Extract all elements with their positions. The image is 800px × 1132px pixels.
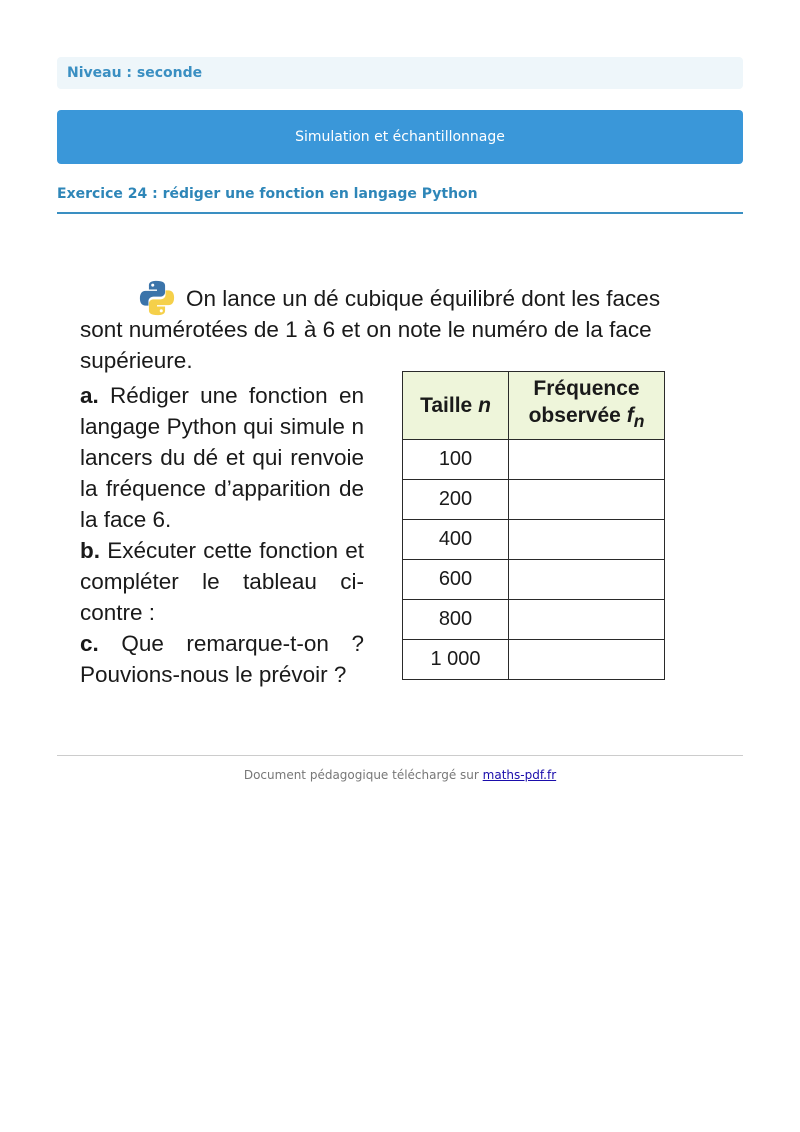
frequency-cell — [509, 520, 665, 560]
level-label: Niveau : seconde — [67, 65, 203, 81]
exercise-title: Exercice 24 : rédiger une fonction en langage Python — [57, 186, 478, 202]
exercise-content — [80, 283, 680, 687]
frequency-cell — [509, 640, 665, 680]
footer-divider — [57, 755, 743, 756]
question-c — [80, 628, 364, 690]
table-row — [403, 520, 665, 560]
footer-text: Document pédagogique téléchargé sur — [243, 768, 479, 782]
question-a — [80, 380, 364, 535]
topic-label: Simulation et échantillonnage — [295, 129, 505, 145]
size-cell: 1 000 — [403, 640, 509, 680]
size-cell: 600 — [403, 560, 509, 600]
size-cell: 400 — [403, 520, 509, 560]
exercise-intro: On lance un dé cubique équilibré dont les faces sont numérotées de 1 à 6 et on note le numéro de la face supérieure. — [80, 286, 661, 373]
size-cell: 200 — [403, 480, 509, 520]
frequency-cell — [509, 480, 665, 520]
title-divider — [57, 212, 743, 214]
question-text: Rédiger une fonction en langage Python qui simule n lancers du dé et qui renvoie la fréquence d’apparition de la face 6. — [80, 383, 364, 532]
topic-banner — [57, 110, 743, 164]
table-row — [403, 640, 665, 680]
table-row — [403, 600, 665, 640]
size-cell: 100 — [403, 440, 509, 480]
frequency-cell — [509, 560, 665, 600]
table-row — [403, 440, 665, 480]
question-label: b. — [80, 538, 100, 563]
footer — [57, 768, 743, 782]
question-text: Exécuter cette fonction et compléter le tableau ci-contre : — [80, 538, 364, 625]
frequency-cell — [509, 440, 665, 480]
footer-link[interactable]: maths-pdf.fr — [482, 768, 557, 782]
question-b — [80, 535, 364, 628]
header-frequency: Fréquence observée $f_n$ — [509, 372, 665, 440]
level-banner — [57, 57, 743, 89]
header-size: Taille n — [403, 372, 509, 440]
questions-list — [80, 380, 364, 690]
size-cell: 800 — [403, 600, 509, 640]
frequency-cell — [509, 600, 665, 640]
table-row — [403, 480, 665, 520]
question-label: c. — [80, 631, 99, 656]
question-label: a. — [80, 383, 99, 408]
question-text: Que remarque-t-on ? Pouvions-nous le prévoir ? — [80, 631, 364, 687]
table-row — [403, 560, 665, 600]
frequency-table — [402, 371, 665, 680]
